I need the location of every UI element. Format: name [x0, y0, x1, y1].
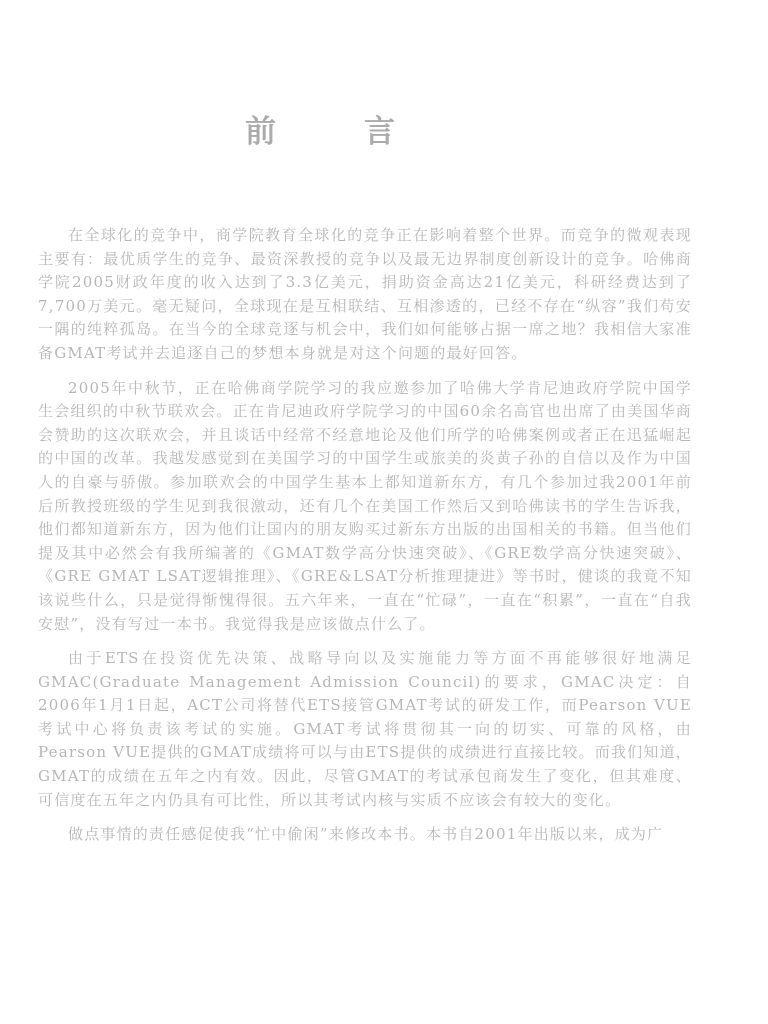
- preface-body: [38, 224, 692, 858]
- paragraph-3: 由于ETS在投资优先决策、战略导向以及实施能力等方面不再能够很好地满足GMAC(Graduate Management Admission Council)的要求，GMAC决定：自2006年1月1日起，ACT公司将替代ETS接管GMAT考试的研发工作，而Pearson VUE考试中心将负责该考试的实施。GMAT考试将贯彻其一向的切实、可靠的风格，由Pearson VUE提供的GMAT成绩将可以与由ETS提供的成绩进行直接比较。而我们知道，GMAT的成绩在五年之内有效。因此，尽管GMAT的考试承包商发生了变化，但其难度、可信度在五年之内仍具有可比性，所以其考试内核与实质不应该会有较大的变化。: [38, 649, 692, 809]
- paragraph-2: 2005年中秋节，正在哈佛商学院学习的我应邀参加了哈佛大学肯尼迪政府学院中国学生会组织的中秋节联欢会。正在肯尼迪政府学院学习的中国60余名高官也出席了由美国华商会赞助的这次联欢会，并且谈话中经常不经意地论及他们所学的哈佛案例或者正在迅猛崛起的中国的改革。我越发感觉到在美国学习的中国学生或旅美的炎黄子孙的自信以及作为中国人的自豪与骄傲。参加联欢会的中国学生基本上都知道新东方，有几个参加过我2001年前后所教授班级的学生见到我很激动，还有几个在美国工作然后又到哈佛读书的学生告诉我，他们都知道新东方，因为他们让国内的朋友购买过新东方出版的出国相关的书籍。但当他们提及其中必然会有我所编著的《GMAT数学高分快速突破》、《GRE数学高分快速突破》、《GRE GMAT LSAT逻辑推理》、《GRE&LSAT分析推理捷进》等书时，健谈的我竟不知该说些什么，只是觉得惭愧得很。五六年来，一直在“忙碌”，一直在“积累”，一直在“自我安慰”，没有写过一本书。我觉得我是应该做点什么了。: [38, 378, 692, 633]
- page-title: 前言: [245, 114, 483, 150]
- paragraph-1: 在全球化的竞争中，商学院教育全球化的竞争正在影响着整个世界。而竞争的微观表现主要有：最优质学生的竞争、最资深教授的竞争以及最无边界制度创新设计的竞争。哈佛商学院2005财政年度的收入达到了3.3亿美元，捐助资金高达21亿美元，科研经费达到了7,700万美元。毫无疑问，全球现在是互相联结、互相渗透的，已经不存在“纵容”我们苟安一隅的纯粹孤岛。在当今的全球竞逐与机会中，我们如何能够占据一席之地？我相信大家准备GMAT考试并去追逐自己的梦想本身就是对这个问题的最好回答。: [38, 226, 692, 362]
- paragraph-4: 做点事情的责任感促使我“忙中偷闲”来修改本书。本书自2001年出版以来，成为广: [68, 825, 664, 844]
